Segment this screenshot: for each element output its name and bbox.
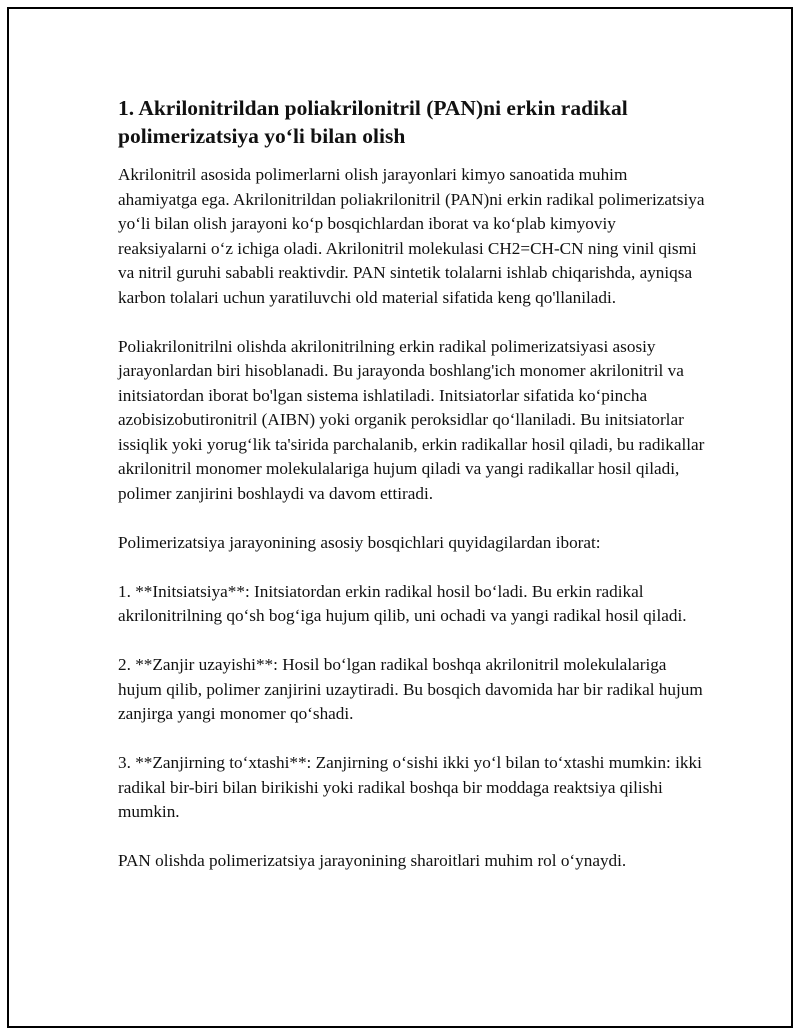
- paragraph-stages-intro: Polimerizatsiya jarayonining asosiy bosqichlari quyidagilardan iborat:: [118, 532, 601, 552]
- paragraph-intro: Akrilonitril asosida polimerlarni olish jarayonlari kimyo sanoatida muhim ahamiyatga ega. Akrilonitrildan poliakrilonitril (PAN)ni erkin radikal polimerizatsiya yo‘li bilan olish jarayoni ko‘p bosqichlardan iborat va ko‘plab kimyoviy reaksiyalarni o‘z ichiga oladi. Akrilonitril molekulasi CH2=CH-CN ning vinil qismi va nitril guruhi sababli reaktivdir. PAN sintetik tolalarni ishlab chiqarishda, ayniqsa karbon tolalari uchun yaratiluvchi old material sifatida keng qo'llaniladi.: [118, 165, 705, 307]
- paragraph-stage-termination: 3. **Zanjirning to‘xtashi**: Zanjirning o‘sishi ikki yo‘l bilan to‘xtashi mumkin: ikki radikal bir-biri bilan birikishi yoki radikal boshqa bir moddaga reaktsiya qilishi mumkin.: [118, 753, 702, 821]
- paragraph-process: Poliakrilonitrilni olishda akrilonitrilning erkin radikal polimerizatsiyasi asosiy jarayonlardan biri hisoblanadi. Bu jarayonda boshlang'ich monomer akrilonitril va initsiatordan iborat bo'lgan sistema ishlatiladi. Initsiatorlar sifatida ko‘pincha azobisizobutironitril (AIBN) yoki organik peroksidlar qo‘llaniladi. Bu initsiatorlar issiqlik yoki yorug‘lik ta'sirida parchalanib, erkin radikallar hosil qiladi, bu radikallar akrilonitril monomer molekulalariga hujum qiladi va yangi radikallar hosil qiladi, polimer zanjirini boshlaydi va davom ettiradi.: [118, 336, 705, 503]
- paragraph-stage-propagation: 2. **Zanjir uzayishi**: Hosil bo‘lgan radikal boshqa akrilonitril molekulalariga hujum qilib, polimer zanjirini uzaytiradi. Bu bosqich davomida har bir radikal hujum zanjirga yangi monomer qo‘shadi.: [118, 655, 703, 723]
- document-body: [118, 94, 708, 898]
- paragraph-stage-initiation: 1. **Initsiatsiya**: Initsiatordan erkin radikal hosil bo‘ladi. Bu erkin radikal akrilonitrilning qo‘sh bog‘iga hujum qilib, uni ochadi va yangi radikal hosil qiladi.: [118, 581, 687, 625]
- document-title: 1. Akrilonitrildan poliakrilonitril (PAN)ni erkin radikal polimerizatsiya yo‘li bilan olish: [118, 96, 628, 148]
- paragraph-conditions: PAN olishda polimerizatsiya jarayonining sharoitlari muhim rol o‘ynaydi.: [118, 851, 627, 870]
